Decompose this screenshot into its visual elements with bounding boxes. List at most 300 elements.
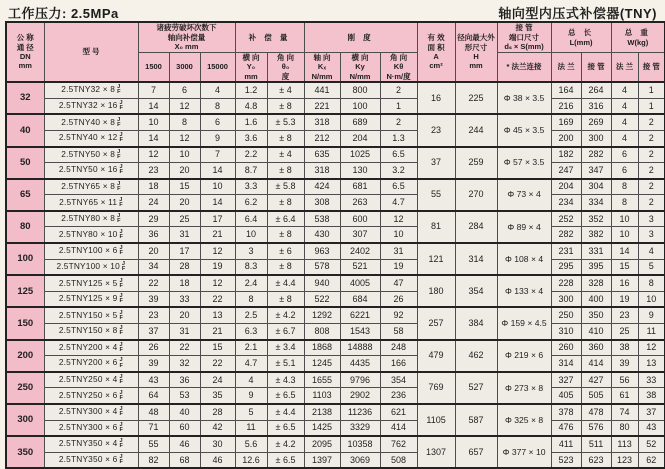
pipe-end-size-cell: Φ 38 × 3.5 — [497, 82, 551, 114]
weight-flange-cell: 4 — [611, 82, 638, 98]
spec-row — [6, 147, 665, 163]
model-number: 2.5TNY100 × 10 — [56, 261, 120, 272]
length-pipe-cell: 264 — [581, 82, 611, 98]
x1500-cell: 23 — [138, 163, 169, 179]
axial-stiffness-cell: 2095 — [304, 436, 340, 452]
weight-pipe-cell: 9 — [638, 307, 665, 323]
x15000-cell: 7 — [200, 147, 235, 163]
x1500-cell: 10 — [138, 114, 169, 130]
max-radial-size-cell: 259 — [455, 147, 497, 179]
jf-variant-mark: J F — [117, 148, 121, 160]
model-cell — [44, 179, 138, 195]
angular-stiffness-cell: 354 — [380, 372, 417, 388]
spec-row — [6, 195, 665, 211]
dn-cell: 40 — [6, 114, 44, 146]
max-radial-size-cell: 657 — [455, 436, 497, 468]
x15000-cell: 9 — [200, 130, 235, 146]
effective-area-cell: 479 — [417, 340, 455, 372]
spec-row — [6, 275, 665, 291]
x1500-cell: 48 — [138, 404, 169, 420]
axial-stiffness-cell: 538 — [304, 211, 340, 227]
length-pipe-cell: 347 — [581, 163, 611, 179]
max-radial-size-cell: 587 — [455, 404, 497, 436]
weight-flange-cell: 10 — [611, 211, 638, 227]
model-number: 2.5TNY80 × 8 — [61, 213, 116, 224]
length-pipe-cell: 316 — [581, 98, 611, 114]
model-cell — [44, 98, 138, 114]
lateral-comp-cell: 12.6 — [235, 452, 267, 468]
weight-pipe-cell: 43 — [638, 420, 665, 436]
x3000-cell: 17 — [169, 243, 200, 259]
angular-comp-cell: ± 6.7 — [267, 324, 304, 340]
angular-stiffness-cell: 3.2 — [380, 163, 417, 179]
spec-row — [6, 114, 665, 130]
weight-flange-cell: 25 — [611, 324, 638, 340]
weight-flange-cell: 6 — [611, 147, 638, 163]
angular-stiffness-cell: 58 — [380, 324, 417, 340]
angular-comp-cell: ± 4.4 — [267, 275, 304, 291]
spec-row — [6, 356, 665, 372]
model-number: 2.5TNY250 × 6 — [58, 389, 118, 400]
lateral-comp-cell: 6.4 — [235, 211, 267, 227]
lateral-stiffness-cell: 684 — [340, 291, 380, 307]
length-flange-cell: 200 — [551, 130, 581, 146]
angular-stiffness-cell: 31 — [380, 243, 417, 259]
angular-stiffness-cell: 166 — [380, 356, 417, 372]
model-number: 2.5TNY32 × 16 — [58, 100, 118, 111]
model-cell — [44, 420, 138, 436]
x3000-cell: 68 — [169, 452, 200, 468]
x3000-cell: 15 — [169, 179, 200, 195]
length-pipe-cell: 395 — [581, 259, 611, 275]
x3000-cell: 22 — [169, 340, 200, 356]
lateral-stiffness-cell: 800 — [340, 82, 380, 98]
angular-stiffness-cell: 26 — [380, 291, 417, 307]
dn-cell: 200 — [6, 340, 44, 372]
subcol-lateral-stiffness: 横 向 Ky N/mm — [340, 53, 380, 83]
x3000-cell: 31 — [169, 324, 200, 340]
x15000-cell: 35 — [200, 388, 235, 404]
jf-variant-mark: J F — [119, 389, 124, 401]
x1500-cell: 55 — [138, 436, 169, 452]
angular-comp-cell: ± 8 — [267, 130, 304, 146]
weight-pipe-cell: 2 — [638, 163, 665, 179]
jf-variant-mark: J F — [119, 454, 124, 466]
angular-stiffness-cell: 6.5 — [380, 147, 417, 163]
dn-cell: 32 — [6, 82, 44, 114]
angular-comp-cell: ± 6.5 — [267, 452, 304, 468]
angular-stiffness-cell: 508 — [380, 452, 417, 468]
length-pipe-cell: 505 — [581, 388, 611, 404]
lateral-comp-cell: 3.6 — [235, 130, 267, 146]
lateral-stiffness-cell: 204 — [340, 130, 380, 146]
x1500-cell: 24 — [138, 195, 169, 211]
x1500-cell: 37 — [138, 324, 169, 340]
lateral-comp-cell: 3.3 — [235, 179, 267, 195]
length-pipe-cell: 331 — [581, 243, 611, 259]
effective-area-cell: 121 — [417, 243, 455, 275]
length-flange-cell: 523 — [551, 452, 581, 468]
angular-comp-cell: ± 6.5 — [267, 420, 304, 436]
lateral-comp-cell: 4 — [235, 372, 267, 388]
model-number: 2.5TNY125 × 5 — [58, 277, 118, 288]
weight-flange-cell: 23 — [611, 307, 638, 323]
weight-pipe-cell: 13 — [638, 356, 665, 372]
subcol-lateral-comp: 横 向 Y₀ mm — [235, 53, 267, 83]
axial-stiffness-cell: 318 — [304, 163, 340, 179]
x15000-cell: 13 — [200, 307, 235, 323]
lateral-comp-cell: 2.4 — [235, 275, 267, 291]
lateral-stiffness-cell: 689 — [340, 114, 380, 130]
weight-pipe-cell: 12 — [638, 340, 665, 356]
weight-flange-cell: 61 — [611, 388, 638, 404]
x1500-cell: 12 — [138, 147, 169, 163]
length-flange-cell: 411 — [551, 436, 581, 452]
length-flange-cell: 476 — [551, 420, 581, 436]
weight-flange-cell: 123 — [611, 452, 638, 468]
x15000-cell: 6 — [200, 114, 235, 130]
col-header-stiffness-group: 刚 度 — [304, 22, 417, 53]
col-header-pipe-end: 接 管 端口尺寸 dₛ × S(mm) — [497, 22, 551, 53]
weight-pipe-cell: 52 — [638, 436, 665, 452]
model-number: 2.5TNY250 × 4 — [58, 374, 118, 385]
x3000-cell: 18 — [169, 275, 200, 291]
x3000-cell: 46 — [169, 436, 200, 452]
lateral-comp-cell: 4.8 — [235, 98, 267, 114]
length-flange-cell: 378 — [551, 404, 581, 420]
length-pipe-cell: 360 — [581, 340, 611, 356]
axial-stiffness-cell: 522 — [304, 291, 340, 307]
axial-stiffness-cell: 940 — [304, 275, 340, 291]
length-pipe-cell: 350 — [581, 307, 611, 323]
jf-variant-mark: J F — [119, 341, 124, 353]
x3000-cell: 33 — [169, 291, 200, 307]
angular-comp-cell: ± 5.8 — [267, 179, 304, 195]
model-number: 2.5TNY50 × 8 — [61, 148, 116, 159]
angular-comp-cell: ± 8 — [267, 291, 304, 307]
axial-stiffness-cell: 221 — [304, 98, 340, 114]
angular-stiffness-cell: 4.7 — [380, 195, 417, 211]
model-cell — [44, 275, 138, 291]
model-cell — [44, 404, 138, 420]
length-pipe-cell: 328 — [581, 275, 611, 291]
lateral-stiffness-cell: 3329 — [340, 420, 380, 436]
x15000-cell: 24 — [200, 372, 235, 388]
model-cell — [44, 436, 138, 452]
weight-flange-cell: 19 — [611, 291, 638, 307]
model-cell — [44, 372, 138, 388]
length-flange-cell: 204 — [551, 179, 581, 195]
model-cell — [44, 163, 138, 179]
x3000-cell: 53 — [169, 388, 200, 404]
pipe-end-size-cell: Φ 89 × 4 — [497, 211, 551, 243]
model-cell — [44, 259, 138, 275]
weight-flange-cell: 15 — [611, 259, 638, 275]
weight-flange-cell: 8 — [611, 195, 638, 211]
pipe-end-size-cell: Φ 73 × 4 — [497, 179, 551, 211]
length-flange-cell: 231 — [551, 243, 581, 259]
lateral-stiffness-cell: 307 — [340, 227, 380, 243]
model-number: 2.5TNY65 × 8 — [61, 181, 116, 192]
spec-row — [6, 227, 665, 243]
model-number: 2.5TNY150 × 5 — [58, 309, 118, 320]
weight-pipe-cell: 33 — [638, 372, 665, 388]
x1500-cell: 18 — [138, 179, 169, 195]
pipe-end-size-cell: Φ 325 × 8 — [497, 404, 551, 436]
axial-stiffness-cell: 1425 — [304, 420, 340, 436]
model-cell — [44, 340, 138, 356]
x15000-cell: 19 — [200, 259, 235, 275]
spec-row — [6, 179, 665, 195]
axial-stiffness-cell: 1655 — [304, 372, 340, 388]
col-header-fatigue-group: 诸疲劳破坏次数下 轴向补偿量 X₀ mm — [138, 22, 235, 53]
model-cell — [44, 324, 138, 340]
model-cell — [44, 388, 138, 404]
length-flange-cell: 300 — [551, 291, 581, 307]
max-radial-size-cell: 354 — [455, 275, 497, 307]
x1500-cell: 82 — [138, 452, 169, 468]
weight-pipe-cell: 62 — [638, 452, 665, 468]
jf-variant-mark: J F — [119, 421, 124, 433]
weight-flange-cell: 4 — [611, 130, 638, 146]
spec-row — [6, 420, 665, 436]
axial-stiffness-cell: 1245 — [304, 356, 340, 372]
spec-row — [6, 98, 665, 114]
model-number: 2.5TNY100 × 6 — [58, 245, 118, 256]
lateral-comp-cell: 6.2 — [235, 195, 267, 211]
jf-variant-mark: J F — [119, 309, 124, 321]
spec-row — [6, 291, 665, 307]
weight-pipe-cell: 11 — [638, 324, 665, 340]
col-header-length-group: 总 长 L(mm) — [551, 22, 611, 53]
effective-area-cell: 37 — [417, 147, 455, 179]
dn-cell: 65 — [6, 179, 44, 211]
weight-pipe-cell: 8 — [638, 275, 665, 291]
spec-row — [6, 436, 665, 452]
lateral-stiffness-cell: 681 — [340, 179, 380, 195]
length-pipe-cell: 410 — [581, 324, 611, 340]
lateral-stiffness-cell: 521 — [340, 259, 380, 275]
lateral-stiffness-cell: 3069 — [340, 452, 380, 468]
subcol-cycles-3000: 3000 — [169, 53, 200, 83]
jf-variant-mark: J F — [119, 277, 124, 289]
lateral-comp-cell: 8.7 — [235, 163, 267, 179]
effective-area-cell: 16 — [417, 82, 455, 114]
model-cell — [44, 291, 138, 307]
weight-pipe-cell: 5 — [638, 259, 665, 275]
lateral-comp-cell: 9 — [235, 388, 267, 404]
spec-row — [6, 372, 665, 388]
length-flange-cell: 247 — [551, 163, 581, 179]
model-number: 2.5TNY350 × 6 — [58, 454, 118, 465]
dn-cell: 100 — [6, 243, 44, 275]
effective-area-cell: 1307 — [417, 436, 455, 468]
spec-row — [6, 243, 665, 259]
lateral-stiffness-cell: 600 — [340, 211, 380, 227]
x15000-cell: 46 — [200, 452, 235, 468]
max-radial-size-cell: 225 — [455, 82, 497, 114]
subcol-angular-stiffness: 角 向 Kθ N·m/度 — [380, 53, 417, 83]
jf-variant-mark: J F — [117, 213, 121, 225]
jf-variant-mark: J F — [117, 116, 121, 128]
x1500-cell: 34 — [138, 259, 169, 275]
x1500-cell: 71 — [138, 420, 169, 436]
angular-comp-cell: ± 6 — [267, 243, 304, 259]
jf-variant-mark: J F — [119, 99, 124, 112]
length-flange-cell: 164 — [551, 82, 581, 98]
angular-comp-cell: ± 4.2 — [267, 307, 304, 323]
x15000-cell: 22 — [200, 356, 235, 372]
subcol-length-pipe: 接 管 — [581, 53, 611, 83]
jf-variant-mark: J F — [119, 357, 124, 369]
model-number: 2.5TNY50 × 16 — [58, 164, 118, 175]
jf-variant-mark: J F — [121, 260, 126, 272]
weight-pipe-cell: 2 — [638, 179, 665, 195]
max-radial-size-cell: 270 — [455, 179, 497, 211]
length-pipe-cell: 269 — [581, 114, 611, 130]
weight-flange-cell: 74 — [611, 404, 638, 420]
dn-cell: 250 — [6, 372, 44, 404]
x1500-cell: 39 — [138, 291, 169, 307]
weight-flange-cell: 80 — [611, 420, 638, 436]
x15000-cell: 12 — [200, 275, 235, 291]
length-flange-cell: 252 — [551, 211, 581, 227]
angular-comp-cell: ± 4.2 — [267, 436, 304, 452]
x3000-cell: 40 — [169, 404, 200, 420]
length-pipe-cell: 414 — [581, 356, 611, 372]
x3000-cell: 20 — [169, 307, 200, 323]
jf-variant-mark: J F — [119, 196, 123, 208]
lateral-comp-cell: 11 — [235, 420, 267, 436]
length-pipe-cell: 427 — [581, 372, 611, 388]
lateral-stiffness-cell: 14888 — [340, 340, 380, 356]
x15000-cell: 15 — [200, 340, 235, 356]
spec-row — [6, 163, 665, 179]
length-flange-cell: 234 — [551, 195, 581, 211]
axial-stiffness-cell: 1292 — [304, 307, 340, 323]
model-cell — [44, 356, 138, 372]
x3000-cell: 60 — [169, 420, 200, 436]
x1500-cell: 7 — [138, 82, 169, 98]
weight-pipe-cell: 2 — [638, 130, 665, 146]
lateral-comp-cell: 3 — [235, 243, 267, 259]
effective-area-cell: 180 — [417, 275, 455, 307]
product-title: 轴向型内压式补偿器(TNY) — [498, 6, 657, 21]
weight-flange-cell: 16 — [611, 275, 638, 291]
length-pipe-cell: 282 — [581, 147, 611, 163]
lateral-comp-cell: 2.1 — [235, 340, 267, 356]
lateral-comp-cell: 5 — [235, 404, 267, 420]
lateral-stiffness-cell: 263 — [340, 195, 380, 211]
dn-cell: 80 — [6, 211, 44, 243]
angular-stiffness-cell: 236 — [380, 388, 417, 404]
weight-flange-cell: 39 — [611, 356, 638, 372]
x1500-cell: 39 — [138, 356, 169, 372]
angular-comp-cell: ± 8 — [267, 227, 304, 243]
angular-comp-cell: ± 4 — [267, 147, 304, 163]
model-number: 2.5TNY300 × 4 — [58, 406, 118, 417]
angular-comp-cell: ± 5.1 — [267, 356, 304, 372]
length-flange-cell: 260 — [551, 340, 581, 356]
jf-variant-mark: J F — [119, 325, 124, 337]
dn-cell: 50 — [6, 147, 44, 179]
compensator-spec-table — [5, 21, 665, 469]
axial-stiffness-cell: 963 — [304, 243, 340, 259]
max-radial-size-cell: 244 — [455, 114, 497, 146]
length-flange-cell: 314 — [551, 356, 581, 372]
axial-stiffness-cell: 318 — [304, 114, 340, 130]
x1500-cell: 36 — [138, 227, 169, 243]
spec-row — [6, 340, 665, 356]
length-pipe-cell: 304 — [581, 179, 611, 195]
lateral-comp-cell: 8.3 — [235, 259, 267, 275]
x1500-cell: 14 — [138, 130, 169, 146]
model-cell — [44, 227, 138, 243]
model-number: 2.5TNY200 × 6 — [58, 357, 118, 368]
col-header-model: 型 号 — [44, 22, 138, 82]
effective-area-cell: 81 — [417, 211, 455, 243]
dn-cell: 350 — [6, 436, 44, 468]
angular-stiffness-cell: 762 — [380, 436, 417, 452]
subcol-axial-stiffness: 轴 向 Kₓ N/mm — [304, 53, 340, 83]
pipe-end-size-cell: Φ 133 × 4 — [497, 275, 551, 307]
lateral-stiffness-cell: 4435 — [340, 356, 380, 372]
lateral-stiffness-cell: 100 — [340, 98, 380, 114]
weight-flange-cell: 4 — [611, 98, 638, 114]
angular-stiffness-cell: 19 — [380, 259, 417, 275]
weight-flange-cell: 14 — [611, 243, 638, 259]
col-header-area: 有 效 面 积 A cm² — [417, 22, 455, 82]
spec-table-body — [6, 82, 665, 468]
length-pipe-cell: 623 — [581, 452, 611, 468]
x1500-cell: 22 — [138, 275, 169, 291]
lateral-stiffness-cell: 1025 — [340, 147, 380, 163]
page-header — [0, 0, 665, 21]
length-pipe-cell: 300 — [581, 130, 611, 146]
angular-comp-cell: ± 3.4 — [267, 340, 304, 356]
angular-comp-cell: ± 6.5 — [267, 388, 304, 404]
angular-comp-cell: ± 4 — [267, 82, 304, 98]
weight-flange-cell: 4 — [611, 114, 638, 130]
effective-area-cell: 55 — [417, 179, 455, 211]
lateral-comp-cell: 5.6 — [235, 436, 267, 452]
weight-flange-cell: 6 — [611, 163, 638, 179]
col-header-compensation-group: 补 偿 量 — [235, 22, 304, 53]
dn-cell: 125 — [6, 275, 44, 307]
x3000-cell: 12 — [169, 130, 200, 146]
weight-pipe-cell: 3 — [638, 227, 665, 243]
length-flange-cell: 310 — [551, 324, 581, 340]
x1500-cell: 26 — [138, 340, 169, 356]
axial-stiffness-cell: 441 — [304, 82, 340, 98]
jf-variant-mark: J F — [117, 84, 121, 96]
lateral-comp-cell: 6.3 — [235, 324, 267, 340]
x15000-cell: 21 — [200, 227, 235, 243]
working-pressure-title: 工作压力: 2.5MPa — [8, 6, 119, 21]
axial-stiffness-cell: 212 — [304, 130, 340, 146]
subcol-weight-pipe: 接 管 — [638, 53, 665, 83]
lateral-comp-cell: 1.6 — [235, 114, 267, 130]
col-header-dn: 公 称 通 径 DN mm — [6, 22, 44, 82]
subcol-weight-flange: 法 兰 — [611, 53, 638, 83]
effective-area-cell: 1105 — [417, 404, 455, 436]
length-flange-cell: 282 — [551, 227, 581, 243]
model-number: 2.5TNY300 × 6 — [58, 422, 118, 433]
angular-stiffness-cell: 248 — [380, 340, 417, 356]
length-pipe-cell: 382 — [581, 227, 611, 243]
axial-stiffness-cell: 578 — [304, 259, 340, 275]
jf-variant-mark: J F — [119, 164, 124, 176]
